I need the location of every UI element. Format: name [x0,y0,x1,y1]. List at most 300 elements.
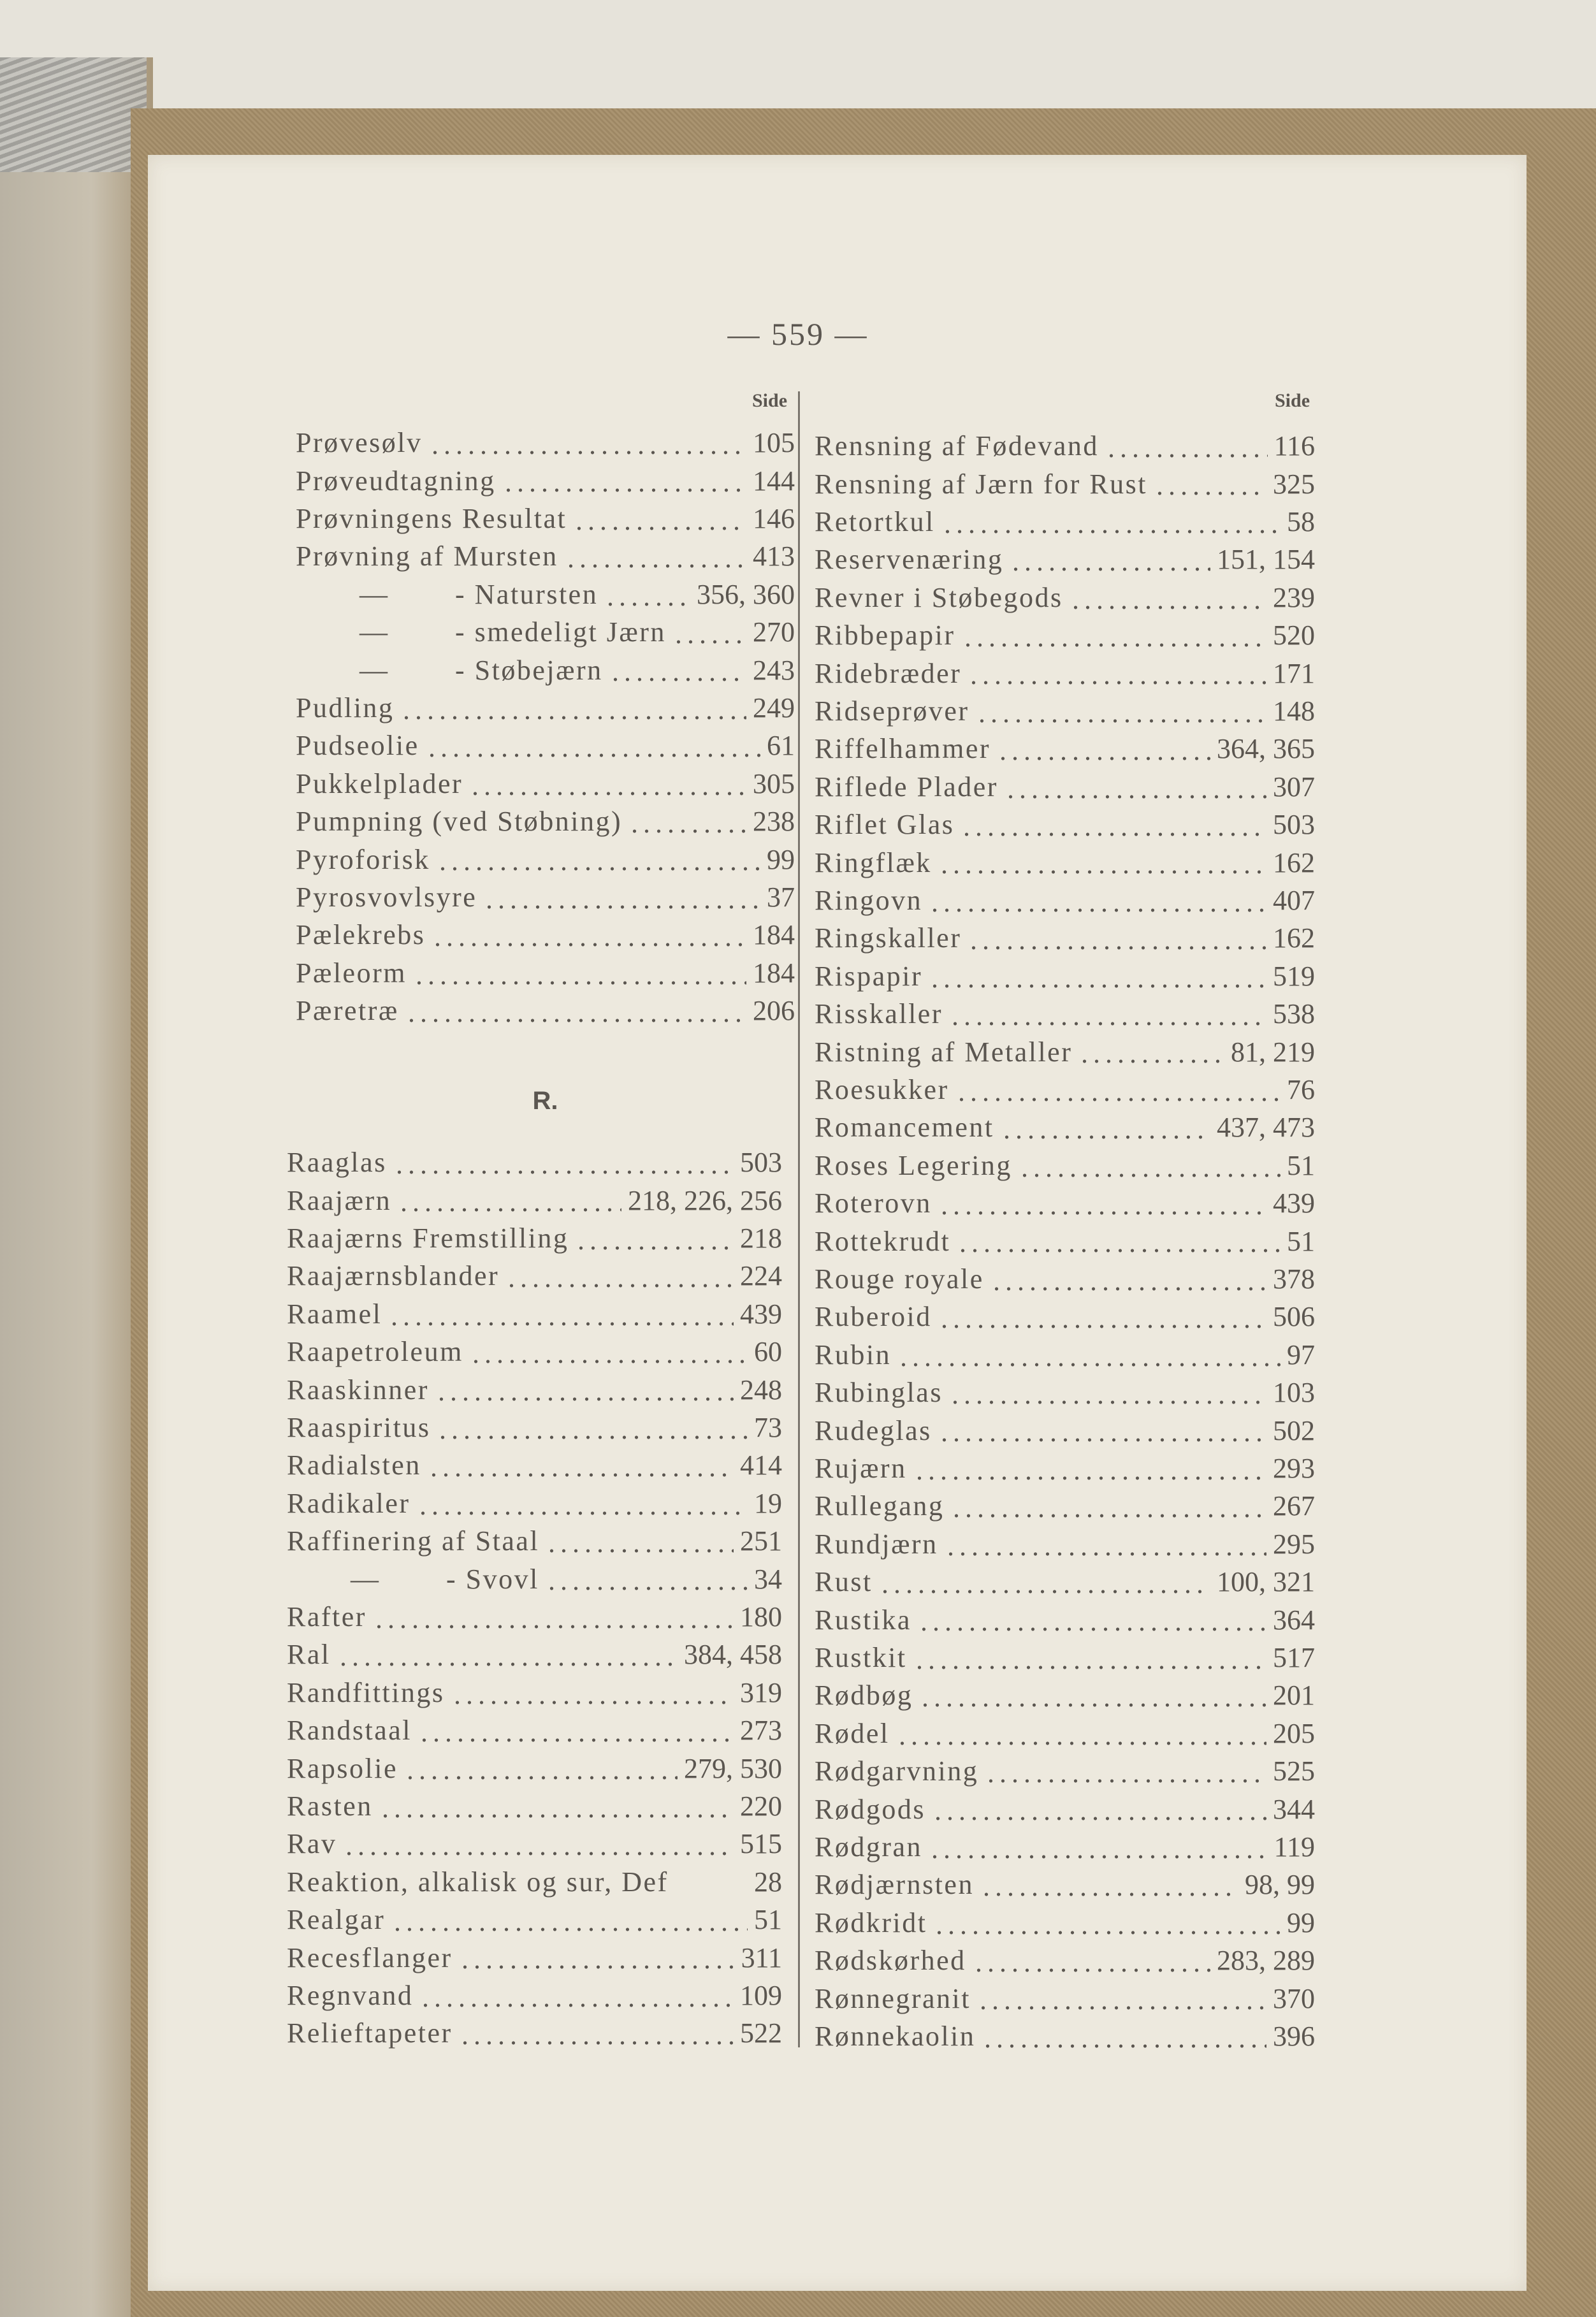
entry-pages: 515 [740,1828,782,1860]
index-entry [815,503,1315,541]
index-entry [296,537,795,575]
dot-leader [388,1295,734,1333]
entry-pages: 81, 219 [1231,1036,1315,1068]
entry-label: Ridebræder [815,657,962,689]
entry-pages: 249 [753,692,795,723]
index-entry [287,1787,782,1825]
index-entry [815,768,1315,806]
entry-pages: 270 [753,616,795,648]
entry-label: Raajærnsblander [287,1260,500,1292]
entry-pages: 319 [740,1676,782,1708]
dot-leader [945,1525,1266,1563]
entry-label: Rullegang [815,1490,945,1522]
entry-pages: 148 [1273,695,1315,727]
index-entry [815,1525,1315,1563]
dot-leader [918,1601,1266,1638]
entry-label: Rødjærnsten [815,1869,974,1901]
entry-label: Rubinglas [815,1377,943,1409]
dot-leader [1154,465,1266,502]
entry-label: Raffinering af Staal [287,1525,540,1557]
entry-pages: 413 [753,541,795,572]
dot-leader [949,1374,1266,1411]
dot-leader [405,992,746,1029]
dot-leader [428,1446,734,1484]
index-entry [815,730,1315,767]
entry-pages: 97 [1287,1339,1315,1370]
ditto-dash: — [359,654,388,686]
entry-label: Pælekrebs [296,919,426,951]
entry-label: Roesukker [815,1073,949,1105]
dot-leader [919,1676,1266,1714]
dot-leader [435,1370,734,1408]
dot-leader [1001,1108,1210,1146]
entry-label: Roses Legering [815,1149,1012,1181]
index-entry [287,1901,782,1938]
dot-leader [418,1711,734,1749]
dot-leader [373,1598,734,1636]
entry-label: Rensning af Fødevand [815,430,1099,462]
entry-label: Raajærn [287,1184,392,1216]
entry-label: Rønnekaolin [815,2020,976,2052]
entry-pages: 325 [1273,468,1315,500]
entry-label: Revner i Støbegods [815,581,1063,613]
dot-leader [1105,427,1268,465]
index-entry [287,1219,782,1257]
dot-leader [1070,579,1266,616]
entry-label: Rødgarvning [815,1755,979,1787]
index-entry [296,576,795,613]
entry-pages: 384, 458 [684,1639,782,1671]
entry-label: Radialsten [287,1449,421,1481]
index-entry [815,541,1315,578]
index-entry [296,500,795,537]
entry-pages: 267 [1273,1490,1315,1522]
index-entry [815,806,1315,843]
index-entry [815,1715,1315,1752]
entry-pages: 201 [1273,1680,1315,1711]
entry-pages: 239 [1273,581,1315,613]
index-entry [815,616,1315,654]
index-entry [296,992,795,1029]
ditto-dash: — [359,578,388,610]
entry-pages: 356, 360 [697,578,795,610]
entry-pages: 439 [740,1298,782,1330]
entry-pages: 218, 226, 256 [628,1184,782,1216]
entry-pages: 364 [1273,1604,1315,1636]
dot-leader [955,1071,1280,1108]
entry-pages: 364, 365 [1217,733,1315,765]
entry-pages: 305 [753,767,795,799]
entry-label: Prøveudtagning [296,465,496,497]
entry-label: Pæleorm [296,957,407,989]
dot-leader [913,1639,1266,1676]
entry-pages: 503 [1273,809,1315,841]
index-entry [815,1411,1315,1449]
dot-leader [949,995,1266,1033]
entry-pages: 251 [740,1525,782,1557]
dot-leader [604,576,690,613]
entry-label: Pudling [296,692,395,723]
entry-label: Reaktion, alkalisk og sur, Def [287,1866,669,1898]
index-entry [815,1487,1315,1525]
entry-pages: 162 [1273,922,1315,954]
dot-leader [933,1904,1280,1942]
side-column-label-left: Side [752,390,788,411]
entry-pages: 238 [753,806,795,838]
entry-label: Pudseolie [296,730,419,762]
index-entry [815,1071,1315,1108]
index-entry [287,1257,782,1295]
entry-label: Randfittings [287,1676,445,1708]
entry-pages: 109 [740,1979,782,2011]
index-entry [815,465,1315,502]
dot-leader [938,843,1266,881]
entry-label: - smedeligt Jærn [455,616,666,648]
entry-pages: 414 [740,1449,782,1481]
entry-pages: 344 [1273,1793,1315,1825]
entry-label: Rødgran [815,1831,923,1863]
entry-pages: 439 [1273,1188,1315,1219]
dot-leader [546,1522,734,1560]
dot-leader [379,1787,734,1825]
index-entry [815,843,1315,881]
entry-label: Randstaal [287,1715,412,1747]
entry-label: Rødkridt [815,1907,927,1938]
entry-pages: 311 [741,1942,782,1973]
entry-pages: 184 [753,919,795,951]
entry-label: Ringskaller [815,922,962,954]
index-entry [287,1485,782,1522]
dot-leader [429,424,747,461]
index-entry [287,1598,782,1636]
index-entry [815,1866,1315,1903]
dot-leader [546,1560,748,1597]
dot-leader [505,1257,734,1295]
dot-leader [973,1942,1210,1979]
index-entry [815,1374,1315,1411]
index-entry [296,954,795,992]
dot-leader [896,1715,1266,1752]
index-entry [287,1333,782,1370]
index-entry [815,1639,1315,1676]
entry-label: Rispapir [815,960,923,992]
dot-leader [459,2014,734,2052]
entry-label: Realgar [287,1904,386,1936]
entry-label: Reservenæring [815,544,1004,576]
dot-leader [628,803,746,840]
entry-pages: 162 [1273,846,1315,878]
entry-label: Raaglas [287,1147,387,1179]
dot-leader [976,692,1266,730]
entry-label: Rapsolie [287,1752,398,1784]
entry-pages: 243 [753,654,795,686]
entry-label: Raajærns Fremstilling [287,1222,569,1254]
entry-label: Radikaler [287,1487,410,1519]
entry-pages: 520 [1273,620,1315,651]
entry-pages: 220 [740,1790,782,1822]
index-entry [815,1904,1315,1942]
entry-label: Regnvand [287,1979,414,2011]
entry-pages: 293 [1273,1452,1315,1484]
entry-label: Pumpning (ved Støbning) [296,806,623,838]
entry-pages: 248 [740,1374,782,1405]
entry-label: Rafter [287,1601,366,1632]
dot-leader [432,916,746,954]
side-column-label-right: Side [1275,390,1310,411]
index-entry [296,803,795,840]
dot-leader [437,840,760,878]
entry-pages: 37 [767,881,795,913]
entry-label: Risskaller [815,998,943,1030]
dot-leader [1010,541,1210,578]
entry-label: Rujærn [815,1452,907,1484]
entry-label: Rødskørhed [815,1945,966,1977]
entry-label: Rødel [815,1717,890,1749]
index-entry [287,1674,782,1711]
index-entry [296,727,795,764]
index-entry [815,957,1315,995]
entry-pages: 295 [1273,1528,1315,1560]
dot-leader [469,765,746,803]
dot-leader [470,1333,748,1370]
dot-leader [419,1977,734,2014]
entry-label: Rav [287,1828,337,1860]
entry-pages: 307 [1273,771,1315,803]
ditto-dash: — [351,1563,379,1595]
dot-leader [437,1409,748,1446]
entry-label: Pyroforisk [296,843,430,875]
entry-pages: 205 [1273,1717,1315,1749]
entry-label: Ribbepapir [815,620,955,651]
dot-leader [404,1749,678,1787]
entry-pages: 28 [754,1866,782,1898]
index-entry [815,1336,1315,1374]
entry-label: Rustika [815,1604,911,1636]
entry-label: Ral [287,1639,331,1671]
dot-leader [337,1636,678,1673]
entry-pages: 206 [753,995,795,1027]
index-entry [296,840,795,878]
entry-pages: 218 [740,1222,782,1254]
dot-leader [609,651,746,688]
index-entry [815,1222,1315,1260]
page-number: — 559 — [727,316,869,352]
entry-pages: 146 [753,502,795,534]
index-entry [296,613,795,651]
dot-leader [483,878,760,916]
dot-leader [393,1144,734,1181]
index-entry [296,916,795,954]
dot-leader [426,727,760,764]
index-entry [287,1636,782,1673]
entry-pages: 51 [1287,1225,1315,1257]
entry-pages: 105 [753,427,795,459]
index-entry [815,919,1315,957]
dot-leader [968,919,1266,957]
dot-leader [502,461,746,499]
entry-pages: 184 [753,957,795,989]
entry-label: Raamel [287,1298,382,1330]
dot-leader [573,500,746,537]
entry-label: Pyrosvovlsyre [296,881,477,913]
entry-pages: 506 [1273,1301,1315,1333]
entry-label: Rustkit [815,1641,907,1673]
entry-label: Ristning af Metaller [815,1036,1073,1068]
dot-leader [941,503,1280,541]
entry-label: Raaskinner [287,1374,429,1405]
entry-label: Romancement [815,1112,994,1144]
entry-label: Pæretræ [296,995,399,1027]
entry-pages: 171 [1273,657,1315,689]
entry-pages: 522 [740,2017,782,2049]
index-entry [287,1560,782,1597]
entry-pages: 100, 321 [1217,1566,1315,1598]
entry-pages: 58 [1287,505,1315,537]
entry-label: Rudeglas [815,1414,932,1446]
entry-label: Recesflanger [287,1942,453,1973]
index-entry [287,1938,782,1976]
index-entry [287,2014,782,2052]
entry-pages: 144 [753,465,795,497]
entry-label: Retortkul [815,505,935,537]
index-entry [287,1825,782,1863]
entry-label: Ruberoid [815,1301,932,1333]
entry-pages: 503 [740,1147,782,1179]
dot-leader [957,1222,1280,1260]
entry-pages: 538 [1273,998,1315,1030]
entry-pages: 116 [1273,430,1315,462]
index-entry [815,654,1315,692]
entry-label: Ridseprøver [815,695,969,727]
index-entry [287,1370,782,1408]
entry-pages: 517 [1273,1641,1315,1673]
index-entry [287,1409,782,1446]
index-entry [815,1184,1315,1222]
dot-leader [950,1487,1266,1525]
entry-pages: 51 [1287,1149,1315,1181]
entry-pages: 273 [740,1715,782,1747]
dot-leader [879,1563,1210,1601]
entry-pages: 76 [1287,1073,1315,1105]
entry-label: - Natursten [455,578,598,610]
entry-label: Rottekrudt [815,1225,951,1257]
index-entry [815,1033,1315,1070]
index-entry [287,1295,782,1333]
entry-pages: 283, 289 [1217,1945,1315,1977]
entry-label: Rødbøg [815,1680,913,1711]
dot-leader [938,1411,1266,1449]
entry-label: Ringovn [815,884,923,916]
entry-pages: 396 [1273,2020,1315,2052]
index-entry [287,1711,782,1749]
entry-pages: 98, 99 [1245,1869,1315,1901]
entry-pages: 502 [1273,1414,1315,1446]
entry-pages: 119 [1273,1831,1315,1863]
entry-pages: 151, 154 [1217,544,1315,576]
dot-leader [400,689,746,727]
book-cover-left [0,57,153,2317]
dot-leader [962,616,1266,654]
index-entry [815,692,1315,730]
index-entry [815,1828,1315,1866]
entry-label: Riflet Glas [815,809,955,841]
entry-label: Prøvesølv [296,427,423,459]
index-entry [815,1449,1315,1487]
index-entry [815,1979,1315,2017]
entry-label: Pukkelplader [296,767,463,799]
entry-pages: 224 [740,1260,782,1292]
entry-pages: 73 [754,1411,782,1443]
dot-leader [929,882,1266,919]
entry-label: Rødgods [815,1793,925,1825]
index-entry [296,878,795,916]
entry-label: Rust [815,1566,873,1598]
index-entry [296,765,795,803]
index-entry [815,1601,1315,1638]
entry-pages: 180 [740,1601,782,1632]
dot-leader [459,1938,735,1976]
entry-pages: 370 [1273,1982,1315,2014]
index-entry [296,461,795,499]
index-entry [815,1676,1315,1714]
entry-label: Rundjærn [815,1528,938,1560]
dot-leader [575,1219,734,1257]
entry-label: - Svovl [446,1563,539,1595]
index-entry [815,579,1315,616]
entry-pages: 378 [1273,1263,1315,1295]
dot-leader [417,1485,748,1522]
entry-label: Prøvning af Mursten [296,541,558,572]
dot-leader [938,1298,1266,1335]
entry-label: Rensning af Jærn for Rust [815,468,1148,500]
index-entry [287,1446,782,1484]
index-entry [287,1977,782,2014]
dot-leader [997,730,1210,767]
index-entry [815,1942,1315,1979]
entry-pages: 279, 530 [684,1752,782,1784]
dot-leader [413,954,746,992]
dot-leader [961,806,1266,843]
column-divider [798,391,800,2047]
entry-label: Riffelhammer [815,733,990,765]
entry-pages: 407 [1273,884,1315,916]
entry-label: Prøvningens Resultat [296,502,567,534]
entry-label: Raapetroleum [287,1336,463,1368]
dot-leader [451,1674,734,1711]
dot-leader [932,1790,1266,1827]
index-entry [287,1749,782,1787]
index-entry [815,1298,1315,1335]
index-entry [296,689,795,727]
index-entry [296,424,795,461]
entry-label: Roterovn [815,1188,932,1219]
index-entry [815,2017,1315,2055]
entry-pages: 60 [754,1336,782,1368]
dot-leader [897,1336,1280,1374]
dot-leader [990,1260,1266,1298]
index-entry [815,1563,1315,1601]
index-entry [815,1147,1315,1184]
book-spine-cloth [0,57,147,172]
index-entry [287,1144,782,1181]
entry-label: Raaspiritus [287,1411,431,1443]
entry-label: Rasten [287,1790,373,1822]
entry-label: Rønnegranit [815,1982,971,2014]
index-entry [815,882,1315,919]
dot-leader [675,1863,748,1901]
index-entry [287,1863,782,1901]
dot-leader [929,1828,1268,1866]
